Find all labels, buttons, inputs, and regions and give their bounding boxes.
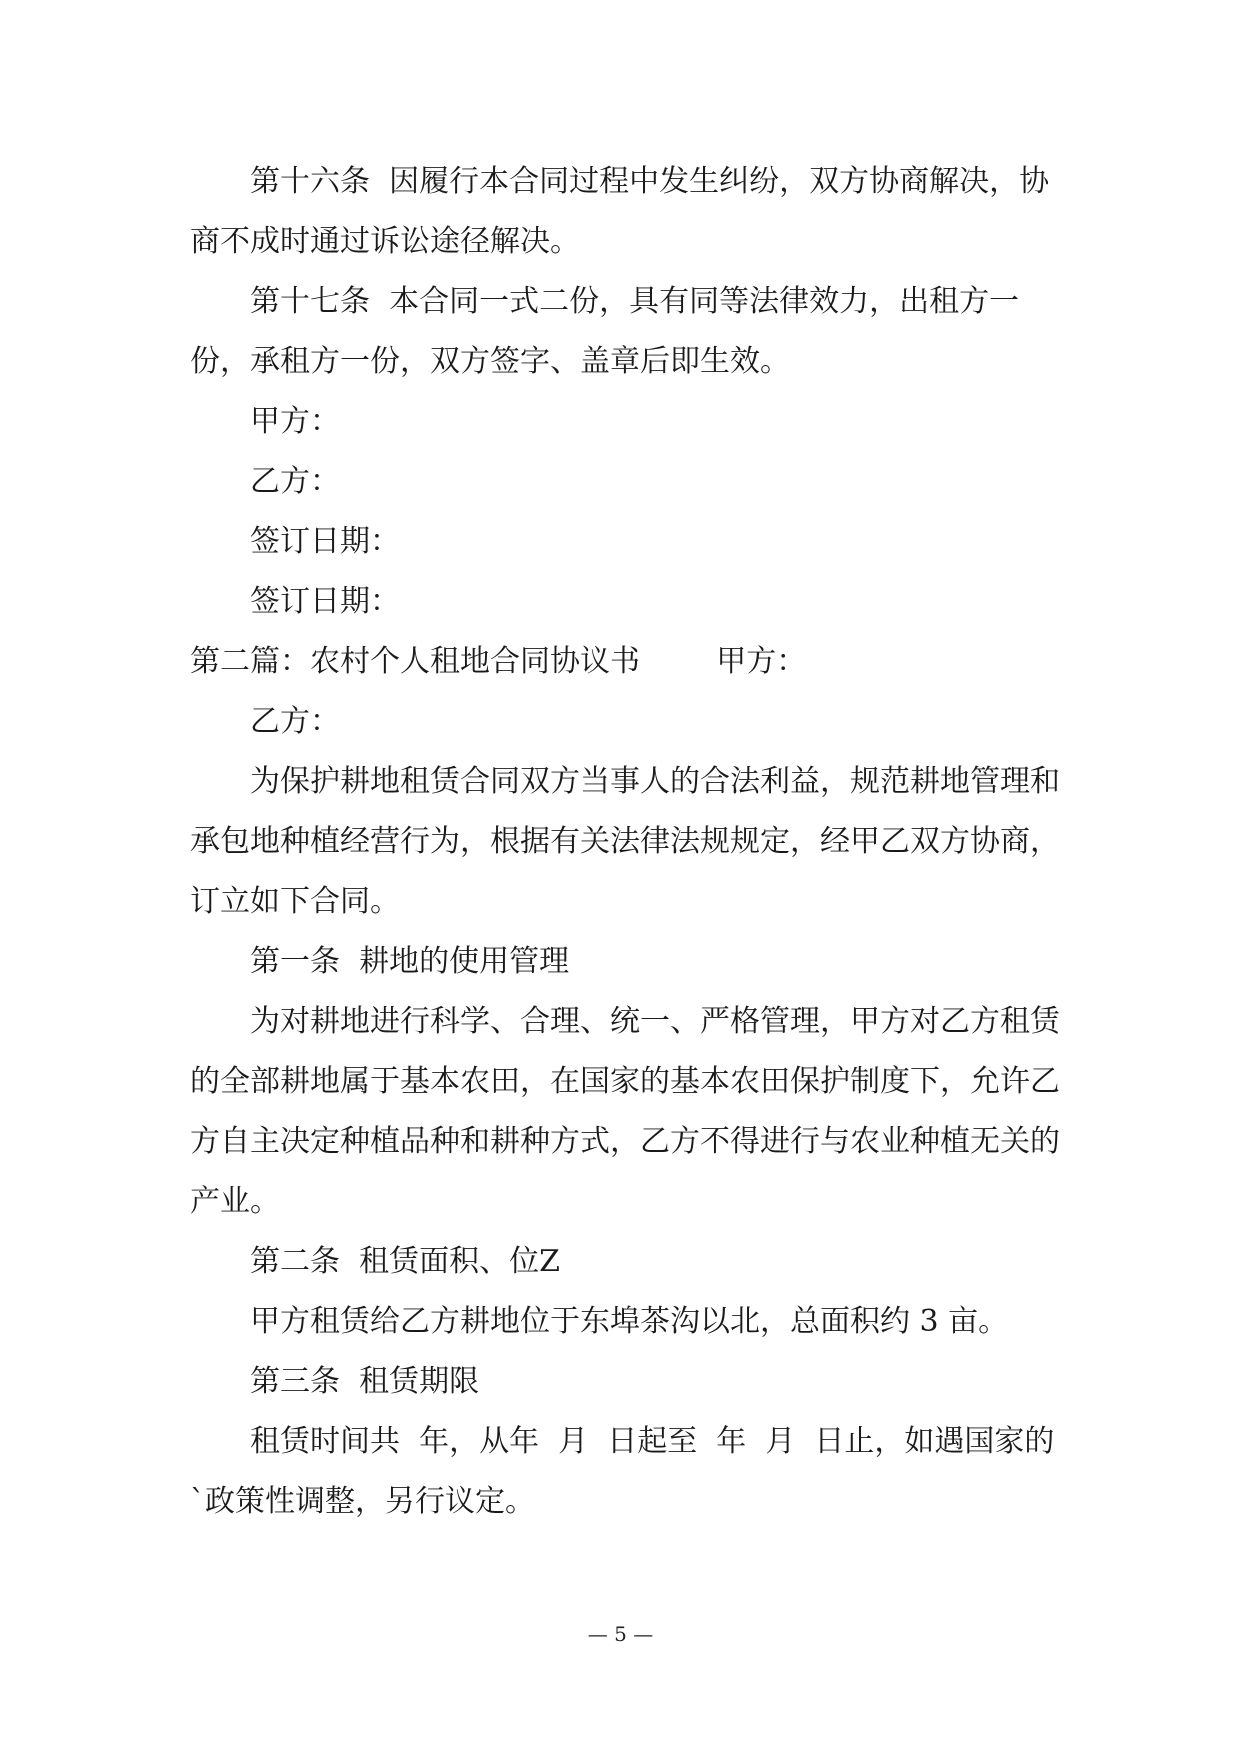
party-b-label: 乙方： <box>250 464 340 499</box>
signing-date-label: 签订日期： <box>250 524 400 559</box>
section-title-part-two: 第二篇：农村个人租地合同协议书 甲方： <box>190 644 807 679</box>
party-b-label-2: 乙方： <box>250 704 340 739</box>
paragraph-article-17: 第十七条 本合同一式二份，具有同等法律效力，出租方一份，承租方一份，双方签字、盖章后即生效。 <box>190 284 1020 379</box>
heading-article-3: 第三条 租赁期限 <box>250 1364 480 1399</box>
party-a-label: 甲方： <box>250 404 340 439</box>
paragraph-preamble: 为保护耕地租赁合同双方当事人的合法利益，规范耕地管理和承包地种植经营行为，根据有关法律法规规定，经甲乙双方协商，订立如下合同。 <box>190 764 1060 919</box>
heading-article-2: 第二条 租赁面积、位Z <box>250 1244 560 1279</box>
paragraph-article-2-body: 甲方租赁给乙方耕地位于东埠茶沟以北，总面积约 3 亩。 <box>250 1304 1009 1339</box>
paragraph-article-3-body: 租赁时间共 年，从年 月 日起至 年 月 日止，如遇国家的`政策性调整，另行议定。 <box>190 1424 1055 1519</box>
signing-date-label-2: 签订日期： <box>250 584 400 619</box>
page-number: — 5 — <box>587 1622 654 1646</box>
paragraph-article-1-body: 为对耕地进行科学、合理、统一、严格管理，甲方对乙方租赁的全部耕地属于基本农田，在国家的基本农田保护制度下，允许乙方自主决定种植品种和耕种方式，乙方不得进行与农业种植无关的产业。 <box>190 1004 1060 1219</box>
document-body <box>190 152 1060 1532</box>
paragraph-article-16: 第十六条 因履行本合同过程中发生纠纷，双方协商解决，协商不成时通过诉讼途径解决。 <box>190 164 1050 259</box>
heading-article-1: 第一条 耕地的使用管理 <box>250 944 570 979</box>
